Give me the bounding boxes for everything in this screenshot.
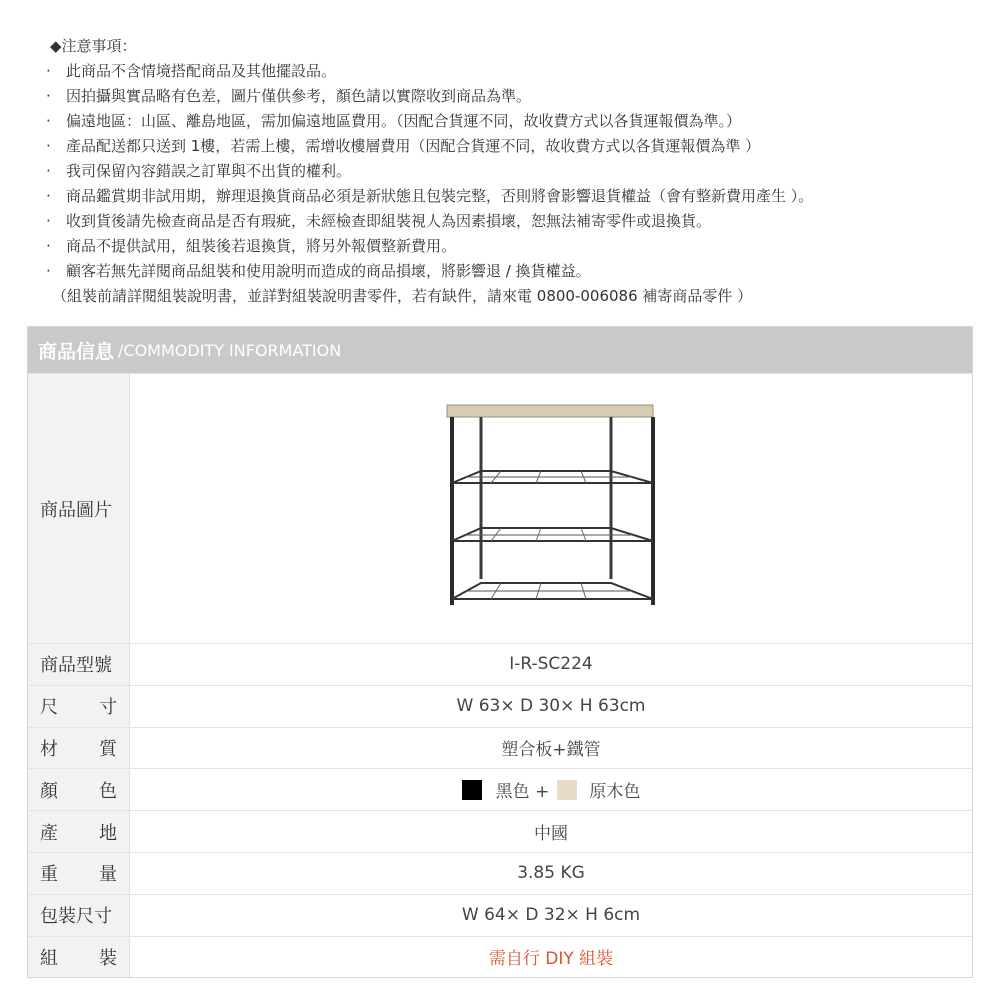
row-value: 3.85 KG [517,863,585,884]
table-row-package-size [28,894,972,936]
product-image [130,374,972,643]
notice-title: ◆注意事項： [50,37,137,55]
notice-item: ‧ 偏遠地區：山區、離島地區，需加偏遠地區費用。（因配合貨運不同，故收費方式以各貨運報價為準。） [46,112,742,130]
info-header-subtitle: /COMMODITY INFORMATION [118,340,342,360]
table-row-model [28,643,972,685]
table-row-size [28,685,972,727]
notice-item: ‧ 顧客若無先詳閱商品組裝和使用說明而造成的商品損壞，將影響退 / 換貨權益。 [46,262,591,280]
wood-top-board [447,405,653,417]
table-row-assembly [28,936,972,978]
notice-item: ‧ 因拍攝與實品略有色差，圖片僅供參考，顏色請以實際收到商品為準。 [46,87,532,105]
notice-item: ‧ 收到貨後請先檢查商品是否有瑕疵，未經檢查即組裝視人為因素損壞，恕無法補寄零件或退換貨。 [46,212,712,230]
row-label: 商品型號 [28,644,130,685]
row-label: 尺 寸 [28,686,130,727]
row-value: 中國 [534,824,568,845]
row-label: 包裝尺寸 [28,895,130,936]
row-value: W 63× D 30× H 63cm [456,696,646,717]
notice-item: ‧ 商品鑑賞期非試用期，辦理退換貨商品必須是新狀態且包裝完整，否則將會影響退貨權益（會有整新費用產生 ）。 [46,187,814,205]
table-row-color [28,768,972,810]
table-row-image [28,373,972,643]
notice-item: ‧ 產品配送都只送到 1樓，若需上樓，需增收樓層費用（因配合貨運不同，故收費方式以各貨運報價為準 ） [46,137,761,155]
row-value: I-R-SC224 [509,654,593,675]
table-row-weight [28,852,972,894]
row-label: 顏 色 [28,769,130,810]
shelf-rack-image [441,401,661,617]
row-label: 重 量 [28,853,130,894]
row-label: 組 裝 [28,937,130,978]
wood-color-swatch [557,780,577,800]
notice-footer: （組裝前請詳閱組裝說明書，並詳對組裝說明書零件，若有缺件，請來電 0800-006086 補寄商品零件 ） [52,287,753,305]
row-label: 產 地 [28,811,130,852]
black-color-swatch [462,780,482,800]
info-header-title: 商品信息 [38,340,115,363]
row-label: 商品圖片 [28,374,130,643]
notice-item: ‧ 此商品不含情境搭配商品及其他擺設品。 [46,62,337,80]
notice-item: ‧ 商品不提供試用，組裝後若退換貨，將另外報價整新費用。 [46,237,457,255]
notice-item: ‧ 我司保留內容錯誤之訂單與不出貨的權利。 [46,162,352,180]
table-row-material [28,727,972,769]
notice-section [46,34,986,309]
row-value: 塑合板+鐵管 [501,740,601,761]
row-value: 黑色 + 原木色 [130,769,972,810]
commodity-info-table [27,326,973,978]
row-value: 需自行 DIY 組裝 [488,949,614,970]
row-label: 材 質 [28,728,130,769]
wire-shelf-bottom [452,583,653,599]
table-row-origin [28,810,972,852]
info-header [28,327,972,373]
row-value: W 64× D 32× H 6cm [461,905,641,926]
